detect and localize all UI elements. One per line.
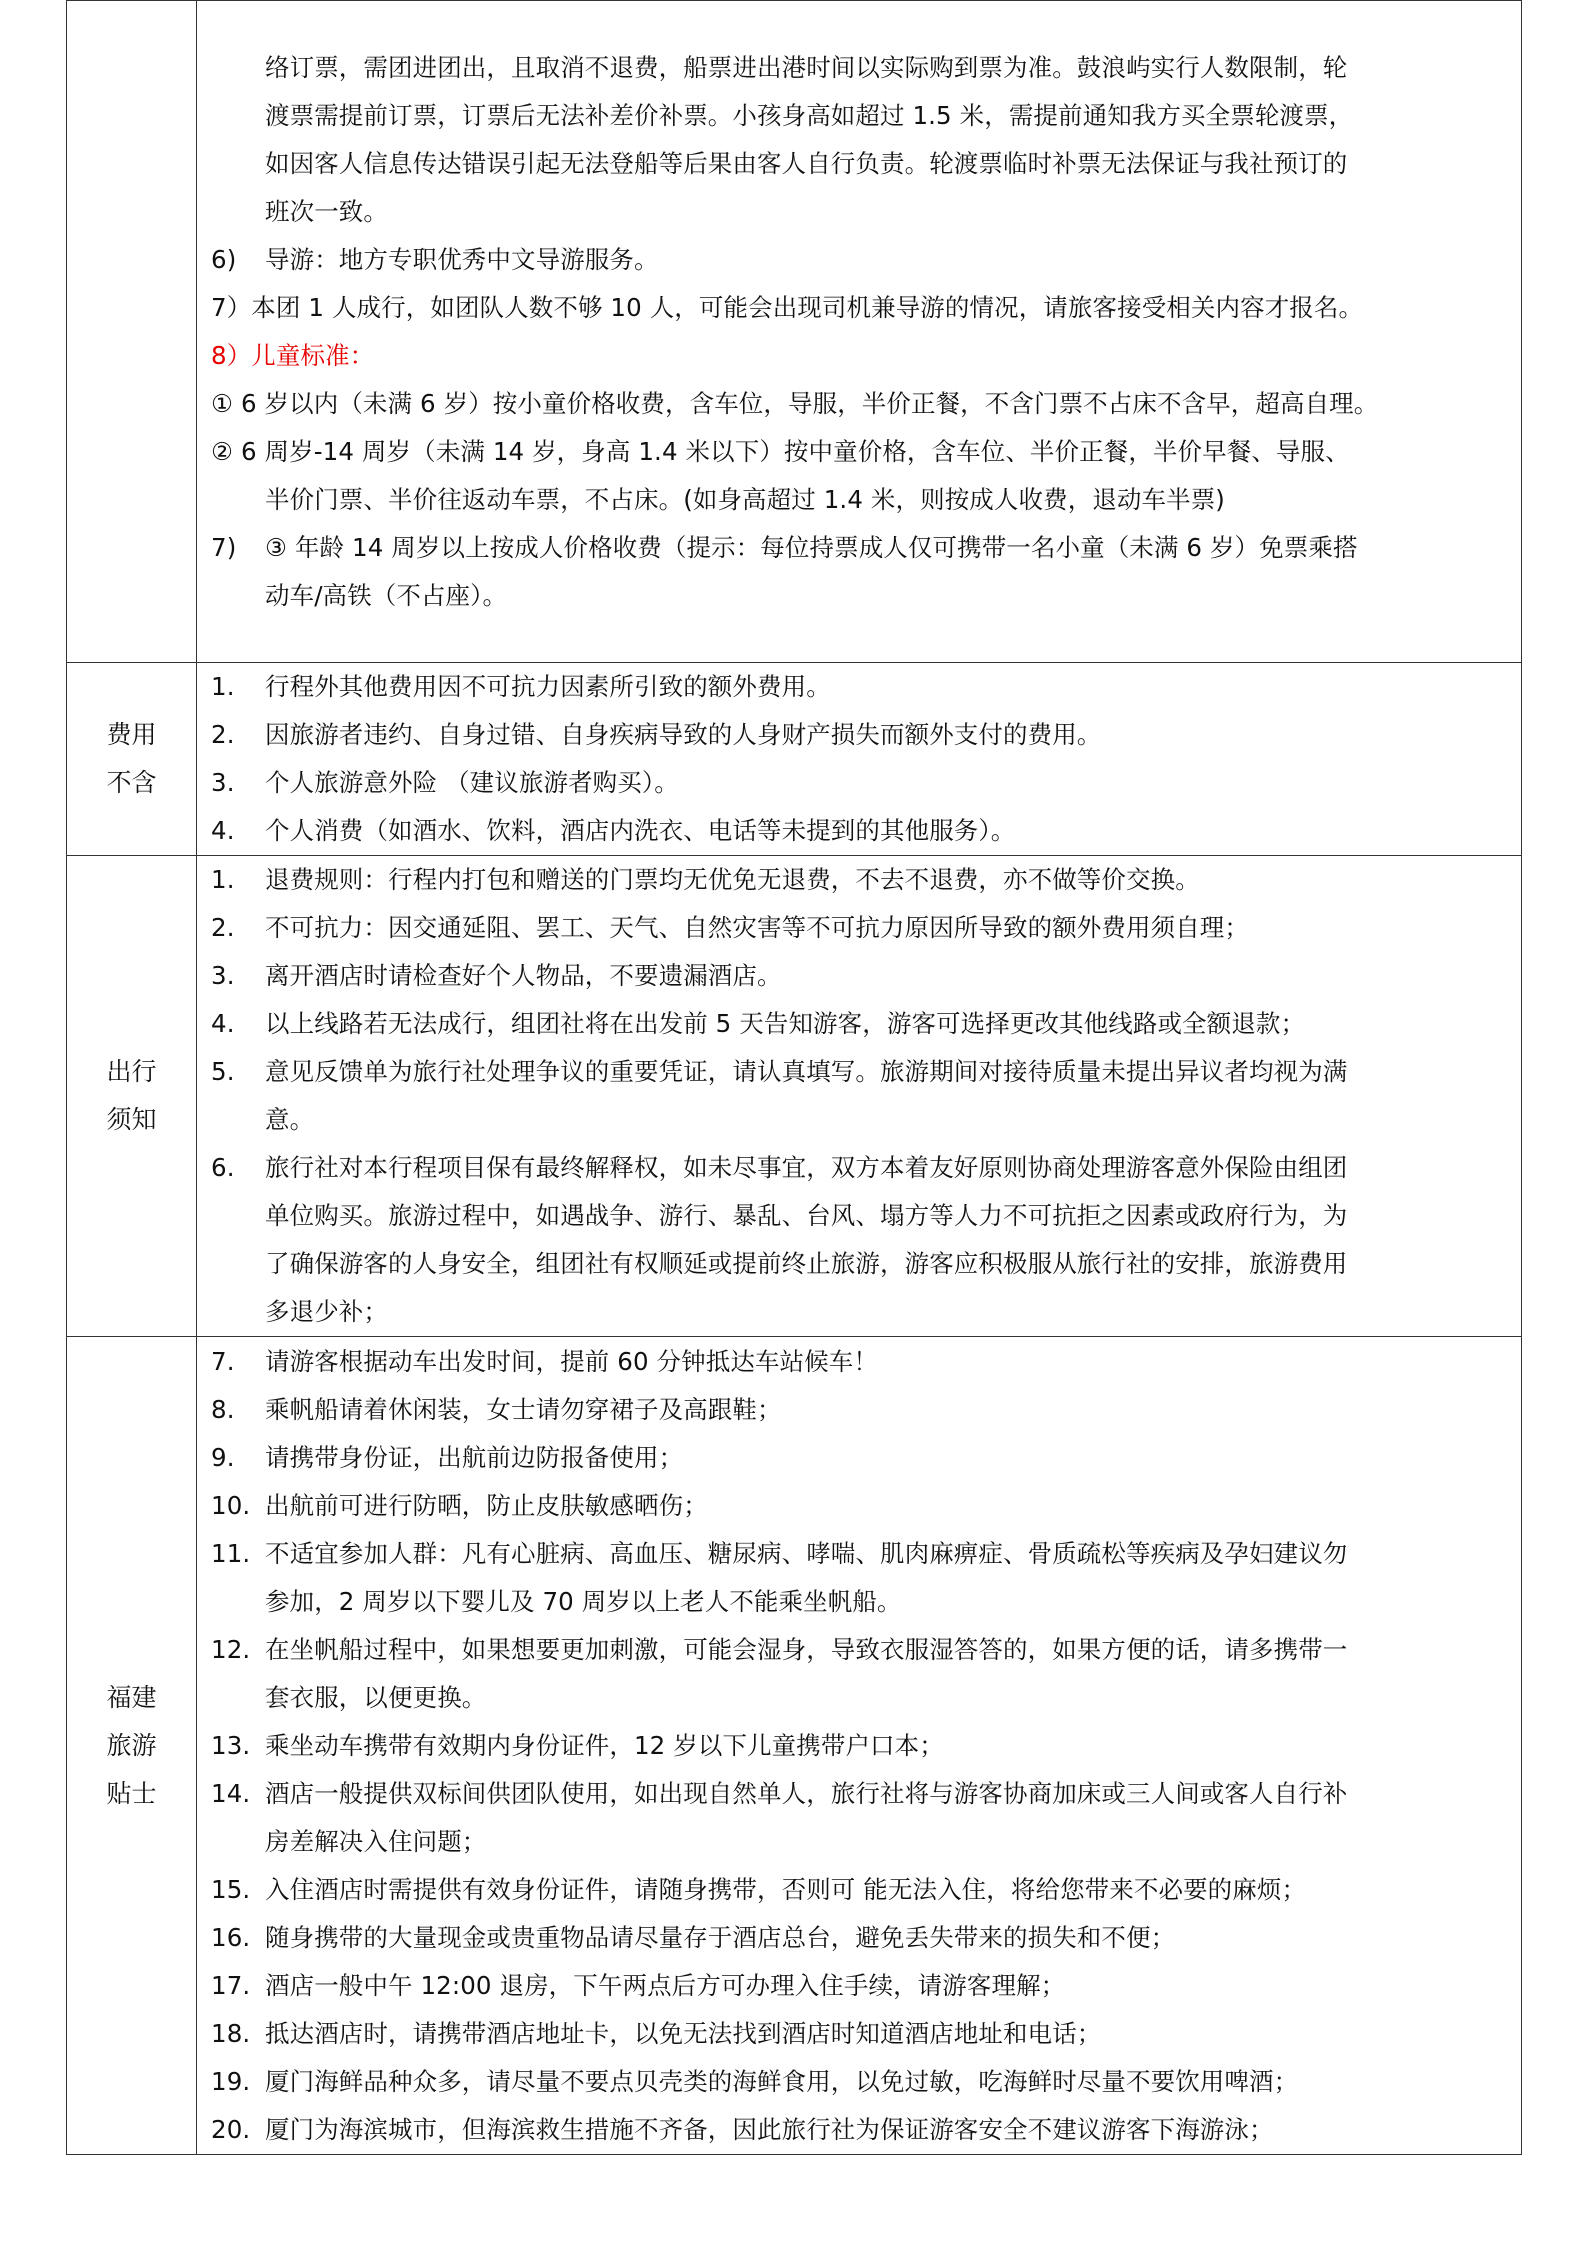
notice-item-text: 单位购买。旅游过程中，如遇战争、游行、暴乱、台风、塌方等人力不可抗拒之因素或政府行为，为: [265, 1201, 1348, 1230]
section-notice: [67, 856, 1522, 1337]
tips-item-number: 12.: [211, 1634, 251, 1664]
child-rule-3-cont: 动车/高铁（不占座）。: [265, 580, 508, 610]
exclusions-item-text: 因旅游者违约、自身过错、自身疾病导致的人身财产损失而额外支付的费用。: [265, 720, 1102, 749]
notice-label: [67, 856, 197, 1337]
child-rule-3: [211, 524, 1507, 572]
exclusions-item-4: [211, 807, 1507, 855]
tips-label-line-3: 贴士: [106, 1778, 157, 1808]
tips-item-number: 8.: [211, 1394, 235, 1424]
tips-item-text: 请携带身份证，出航前边防报备使用；: [265, 1442, 684, 1472]
tips-item-number: 10.: [211, 1490, 251, 1520]
tips-item-8: [211, 1770, 1507, 1818]
tips-item-number: [211, 1818, 251, 1866]
guide-item-number: 6): [211, 244, 237, 274]
tips-label-line-1: 福建: [106, 1682, 157, 1712]
notice-item-number: [211, 1288, 251, 1336]
tips-item-text: 乘坐动车携带有效期内身份证件，12 岁以下儿童携带户口本；: [265, 1730, 944, 1760]
tips-content: [197, 1337, 1522, 2155]
tips-item-number: 13.: [211, 1730, 251, 1760]
exclusions-item-1: [211, 663, 1507, 711]
notice-item-1: [211, 856, 1507, 904]
tips-label: [67, 1337, 197, 2155]
ferry-line-4: 班次一致。: [265, 196, 388, 226]
tips-item-12: [211, 2010, 1507, 2058]
section-top-content: [197, 1, 1522, 663]
exclusions-item-number: 2.: [211, 720, 235, 749]
tips-item-number: 18.: [211, 2018, 251, 2048]
section-exclusions: [67, 663, 1522, 856]
notice-item-text: 旅行社对本行程项目保有最终解释权，如未尽事宜，双方本着友好原则协商处理游客意外保险由组团: [265, 1153, 1348, 1182]
group-size-item: 7）本团 1 人成行，如团队人数不够 10 人，可能会出现司机兼导游的情况，请旅客接受相关内容才报名。: [211, 292, 1364, 322]
tips-item-6-cont-1: [211, 1674, 1507, 1722]
itinerary-table: [66, 0, 1522, 2155]
tips-item-7: [211, 1722, 1507, 1770]
tips-item-text: 抵达酒店时，请携带酒店地址卡，以免无法找到酒店时知道酒店地址和电话；: [265, 2018, 1102, 2048]
exclusions-content: [197, 663, 1522, 856]
notice-item-5: [211, 1048, 1507, 1096]
tips-item-text: 厦门海鲜品种众多，请尽量不要点贝壳类的海鲜食用，以免过敏，吃海鲜时尽量不要饮用啤酒；: [265, 2066, 1299, 2096]
tips-item-number: 19.: [211, 2066, 251, 2096]
tips-item-11: [211, 1962, 1507, 2010]
ferry-line-1: 络订票，需团进团出，且取消不退费，船票进出港时间以实际购到票为准。鼓浪屿实行人数限制，轮: [265, 52, 1348, 82]
tips-item-number: 7.: [211, 1346, 235, 1376]
tips-item-2: [211, 1386, 1507, 1434]
tips-item-number: 16.: [211, 1922, 251, 1952]
tips-item-number: 15.: [211, 1874, 251, 1904]
notice-item-text: 以上线路若无法成行，组团社将在出发前 5 天告知游客，游客可选择更改其他线路或全额退款；: [265, 1009, 1306, 1038]
section-top-label: [67, 1, 197, 663]
tips-item-number: 14.: [211, 1778, 251, 1808]
tips-item-6: [211, 1626, 1507, 1674]
tips-item-5-cont-1: [211, 1578, 1507, 1626]
notice-item-6-cont-3: [211, 1288, 1507, 1336]
notice-item-number: 1.: [211, 865, 235, 894]
section-tips: [67, 1337, 1522, 2155]
notice-item-number: [211, 1240, 251, 1288]
tips-item-number: 20.: [211, 2114, 251, 2144]
child-rule-2-cont: 半价门票、半价往返动车票，不占床。(如身高超过 1.4 米，则按成人收费，退动车半票): [265, 484, 1225, 514]
tips-item-text: 在坐帆船过程中，如果想要更加刺激，可能会湿身，导致衣服湿答答的，如果方便的话，请多携带一: [265, 1634, 1348, 1664]
tips-item-text: 乘帆船请着休闲装，女士请勿穿裙子及高跟鞋；: [265, 1394, 782, 1424]
notice-item-2: [211, 904, 1507, 952]
tips-item-text: 不适宜参加人群：凡有心脏病、高血压、糖尿病、哮喘、肌肉麻痹症、骨质疏松等疾病及孕妇建议勿: [265, 1538, 1348, 1568]
notice-item-5-cont-1: [211, 1096, 1507, 1144]
notice-item-6-cont-2: [211, 1240, 1507, 1288]
exclusions-item-3: [211, 759, 1507, 807]
notice-item-4: [211, 1000, 1507, 1048]
child-standard-heading: 8）儿童标准：: [211, 340, 375, 370]
notice-item-number: 5.: [211, 1057, 235, 1086]
notice-item-text: 不可抗力：因交通延阻、罢工、天气、自然灾害等不可抗力原因所导致的额外费用须自理；: [265, 913, 1249, 942]
child-rule-2: ② 6 周岁-14 周岁（未满 14 岁，身高 1.4 米以下）按中童价格，含车位、半价正餐，半价早餐、导服、: [211, 436, 1350, 466]
tips-item-number: [211, 1578, 251, 1626]
tips-item-number: 11.: [211, 1538, 251, 1568]
child-rule-1: ① 6 岁以内（未满 6 岁）按小童价格收费，含车位，导服，半价正餐，不含门票不占床不含早，超高自理。: [211, 388, 1379, 418]
notice-item-number: 3.: [211, 961, 235, 990]
notice-item-text: 意。: [265, 1105, 315, 1134]
child-rule-3-number: 7): [211, 532, 237, 562]
notice-item-text: 退费规则：行程内打包和赠送的门票均无优免无退费，不去不退费，亦不做等价交换。: [265, 865, 1200, 894]
section-top: [67, 1, 1522, 663]
exclusions-item-text: 个人消费（如酒水、饮料，酒店内洗衣、电话等未提到的其他服务）。: [265, 816, 1016, 845]
exclusions-label: [67, 663, 197, 856]
notice-item-3: [211, 952, 1507, 1000]
tips-item-number: [211, 1674, 251, 1722]
tips-item-text: 酒店一般中午 12:00 退房，下午两点后方可办理入住手续，请游客理解；: [265, 1970, 1066, 2000]
tips-item-text: 酒店一般提供双标间供团队使用，如出现自然单人，旅行社将与游客协商加床或三人间或客人自行补: [265, 1778, 1348, 1808]
tips-item-text: 套衣服，以便更换。: [265, 1682, 487, 1712]
notice-item-6: [211, 1144, 1507, 1192]
exclusions-label-line-1: 费用: [106, 720, 157, 749]
notice-item-text: 意见反馈单为旅行社处理争议的重要凭证，请认真填写。旅游期间对接待质量未提出异议者均视为满: [265, 1057, 1348, 1086]
tips-item-5: [211, 1530, 1507, 1578]
tips-item-9: [211, 1866, 1507, 1914]
notice-item-text: 离开酒店时请检查好个人物品，不要遗漏酒店。: [265, 961, 782, 990]
tips-item-text: 入住酒店时需提供有效身份证件，请随身携带，否则可 能无法入住，将给您带来不必要的麻烦；: [265, 1874, 1307, 1904]
notice-item-text: 了确保游客的人身安全，组团社有权顺延或提前终止旅游，游客应积极服从旅行社的安排，旅游费用: [265, 1249, 1348, 1278]
exclusions-item-number: 4.: [211, 816, 235, 845]
tips-item-number: 17.: [211, 1970, 251, 2000]
notice-label-line-1: 出行: [106, 1057, 157, 1086]
tips-item-10: [211, 1914, 1507, 1962]
guide-item-text: 导游：地方专职优秀中文导游服务。: [265, 244, 659, 274]
exclusions-item-number: 3.: [211, 768, 235, 797]
tips-item-text: 房差解决入住问题；: [265, 1826, 487, 1856]
notice-item-number: 4.: [211, 1009, 235, 1038]
notice-item-number: 2.: [211, 913, 235, 942]
guide-item: [211, 236, 1507, 284]
child-rule-3-text: ③ 年龄 14 周岁以上按成人价格收费（提示：每位持票成人仅可携带一名小童（未满 6 岁）免票乘搭: [265, 532, 1358, 562]
tips-item-13: [211, 2058, 1507, 2106]
tips-label-line-2: 旅游: [106, 1730, 157, 1760]
tips-item-1: [211, 1338, 1507, 1386]
notice-item-number: 6.: [211, 1153, 235, 1182]
tips-item-14: [211, 2106, 1507, 2154]
tips-item-text: 随身携带的大量现金或贵重物品请尽量存于酒店总台，避免丢失带来的损失和不便；: [265, 1922, 1176, 1952]
exclusions-label-line-2: 不含: [106, 768, 157, 797]
tips-item-text: 参加，2 周岁以下婴儿及 70 周岁以上老人不能乘坐帆船。: [265, 1586, 902, 1616]
tips-item-text: 请游客根据动车出发时间，提前 60 分钟抵达车站候车！: [265, 1346, 878, 1376]
notice-label-line-2: 须知: [106, 1105, 157, 1134]
notice-item-text: 多退少补；: [265, 1297, 388, 1326]
tips-item-3: [211, 1434, 1507, 1482]
exclusions-item-text: 行程外其他费用因不可抗力因素所引致的额外费用。: [265, 672, 831, 701]
tips-item-text: 出航前可进行防晒，防止皮肤敏感晒伤；: [265, 1490, 708, 1520]
notice-content: [197, 856, 1522, 1337]
tips-item-8-cont-1: [211, 1818, 1507, 1866]
notice-item-number: [211, 1096, 251, 1144]
notice-item-number: [211, 1192, 251, 1240]
ferry-line-2: 渡票需提前订票，订票后无法补差价补票。小孩身高如超过 1.5 米，需提前通知我方买全票轮渡票，: [265, 100, 1354, 130]
notice-item-6-cont-1: [211, 1192, 1507, 1240]
tips-item-text: 厦门为海滨城市，但海滨救生措施不齐备，因此旅行社为保证游客安全不建议游客下海游泳；: [265, 2114, 1274, 2144]
exclusions-item-text: 个人旅游意外险 （建议旅游者购买）。: [265, 768, 679, 797]
exclusions-item-number: 1.: [211, 672, 235, 701]
tips-item-4: [211, 1482, 1507, 1530]
ferry-line-3: 如因客人信息传达错误引起无法登船等后果由客人自行负责。轮渡票临时补票无法保证与我社预订的: [265, 148, 1348, 178]
tips-item-number: 9.: [211, 1442, 235, 1472]
exclusions-item-2: [211, 711, 1507, 759]
